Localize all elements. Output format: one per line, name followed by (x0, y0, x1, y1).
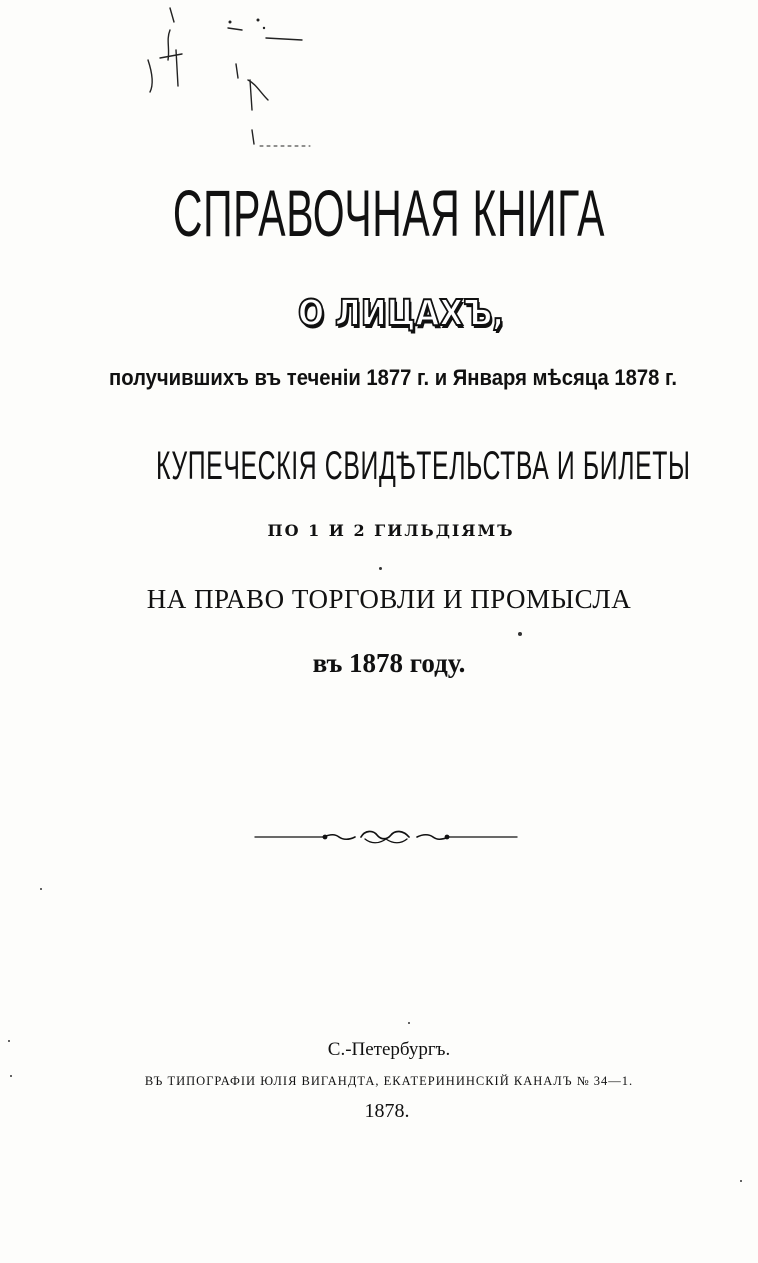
handwritten-shelfmark (130, 0, 330, 160)
speck (8, 1040, 10, 1042)
recipients-line: получившихъ въ теченіи 1877 г. и Января мѣсяца 1878 г. (108, 365, 678, 390)
publication-city: С.-Петербургъ. (327, 1039, 451, 1060)
book-title: СПРАВОЧНАЯ КНИГА (172, 176, 606, 250)
year-line: въ 1878 году. (312, 648, 466, 678)
speck (518, 632, 522, 636)
speck (379, 567, 382, 570)
printer-line: ВЪ ТИПОГРАФІИ ЮЛІЯ ВИГАНДТА, ЕКАТЕРИНИНСКІЙ КАНАЛЪ № 34—1. (144, 1074, 634, 1088)
book-subtitle: О ЛИЦАХЪ, (297, 293, 505, 334)
ornament-divider (253, 826, 519, 848)
certificates-heading: КУПЕЧЕСКІЯ СВИДѢТЕЛЬСТВА И БИЛЕТЫ (156, 444, 691, 488)
speck (408, 1022, 410, 1024)
rights-line: НА ПРАВО ТОРГОВЛИ И ПРОМЫСЛА (146, 584, 632, 614)
publication-year: 1878. (364, 1100, 410, 1122)
speck (10, 1075, 12, 1077)
speck (740, 1180, 742, 1182)
guilds-line: ПО 1 И 2 ГИЛЬДІЯМЪ (267, 521, 515, 540)
speck (40, 888, 42, 890)
